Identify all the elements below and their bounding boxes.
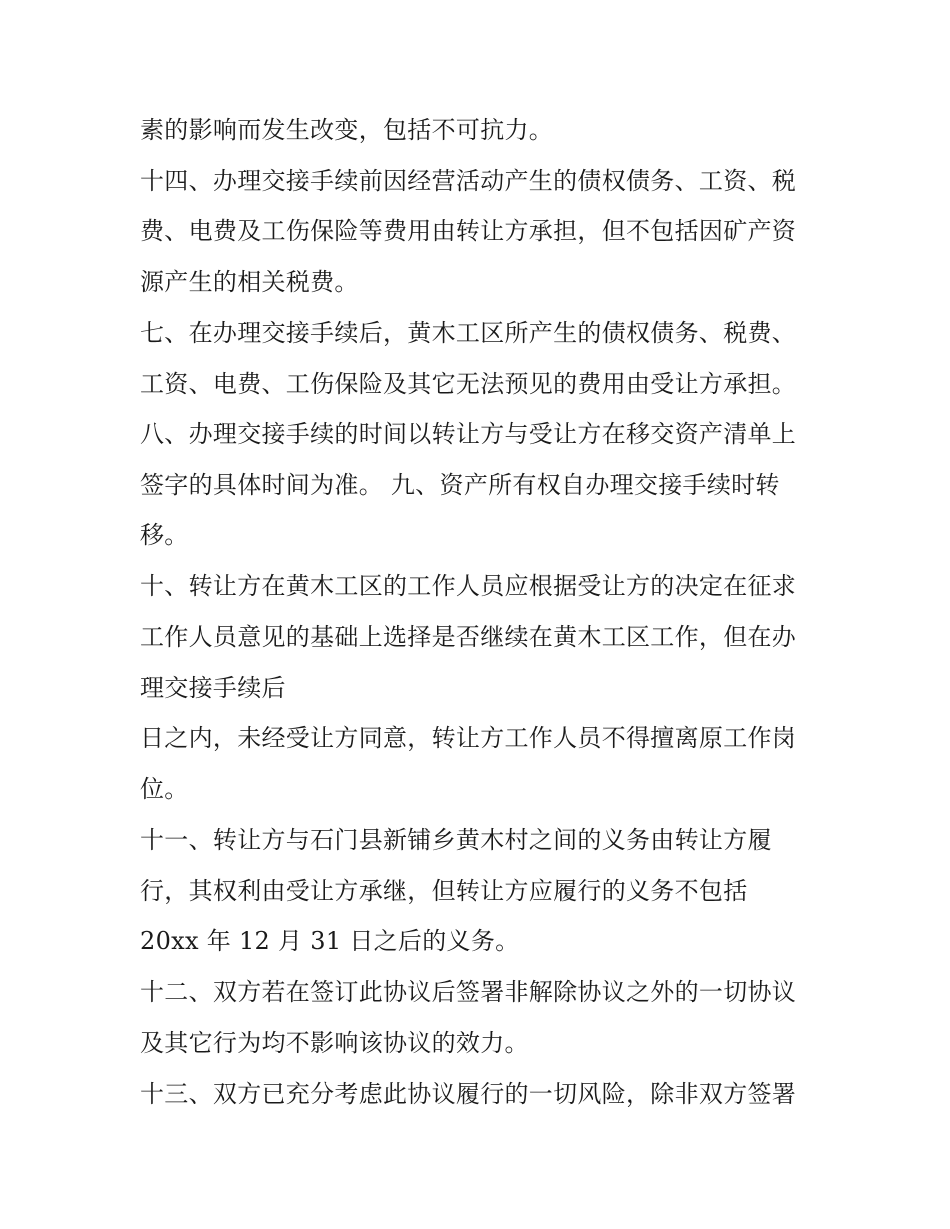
text-line-16: 行，其权利由受让方承继，但转让方应履行的义务不包括 [140,877,748,905]
text-line-15: 十一、转让方与石门县新铺乡黄木村之间的义务由转让方履 [140,826,772,854]
text-line-2: 十四、办理交接手续前因经营活动产生的债权债务、工资、税 [140,167,797,195]
text-line-6: 工资、电费、工伤保险及其它无法预见的费用由受让方承担。 [140,370,797,398]
text-line-14: 位。 [140,775,189,803]
text-line-20: 十三、双方已充分考虑此协议履行的一切风险，除非双方签署 [140,1080,797,1108]
text-line-12: 理交接手续后 [140,674,286,702]
text-line-13: 日之内，未经受让方同意，转让方工作人员不得擅离原工作岗 [140,724,797,752]
text-line-1: 素的影响而发生改变，包括不可抗力。 [140,116,554,144]
text-line-7: 八、办理交接手续的时间以转让方与受让方在移交资产清单上 [140,420,797,448]
text-line-17: 20xx 年 12 月 31 日之后的义务。 [140,927,520,955]
text-line-3: 费、电费及工伤保险等费用由转让方承担，但不包括因矿产资 [140,217,797,245]
text-line-9: 移。 [140,521,189,549]
text-line-4: 源产生的相关税费。 [140,268,359,296]
text-line-5: 七、在办理交接手续后，黄木工区所产生的债权债务、税费、 [140,319,797,347]
text-line-11: 工作人员意见的基础上选择是否继续在黄木工区工作，但在办 [140,623,797,651]
text-line-10: 十、转让方在黄木工区的工作人员应根据受让方的决定在征求 [140,572,797,600]
text-line-8: 签字的具体时间为准。 九、资产所有权自办理交接手续时转 [140,471,780,499]
text-line-19: 及其它行为均不影响该协议的效力。 [140,1029,529,1057]
text-line-18: 十二、双方若在签订此协议后签署非解除协议之外的一切协议 [140,978,797,1006]
